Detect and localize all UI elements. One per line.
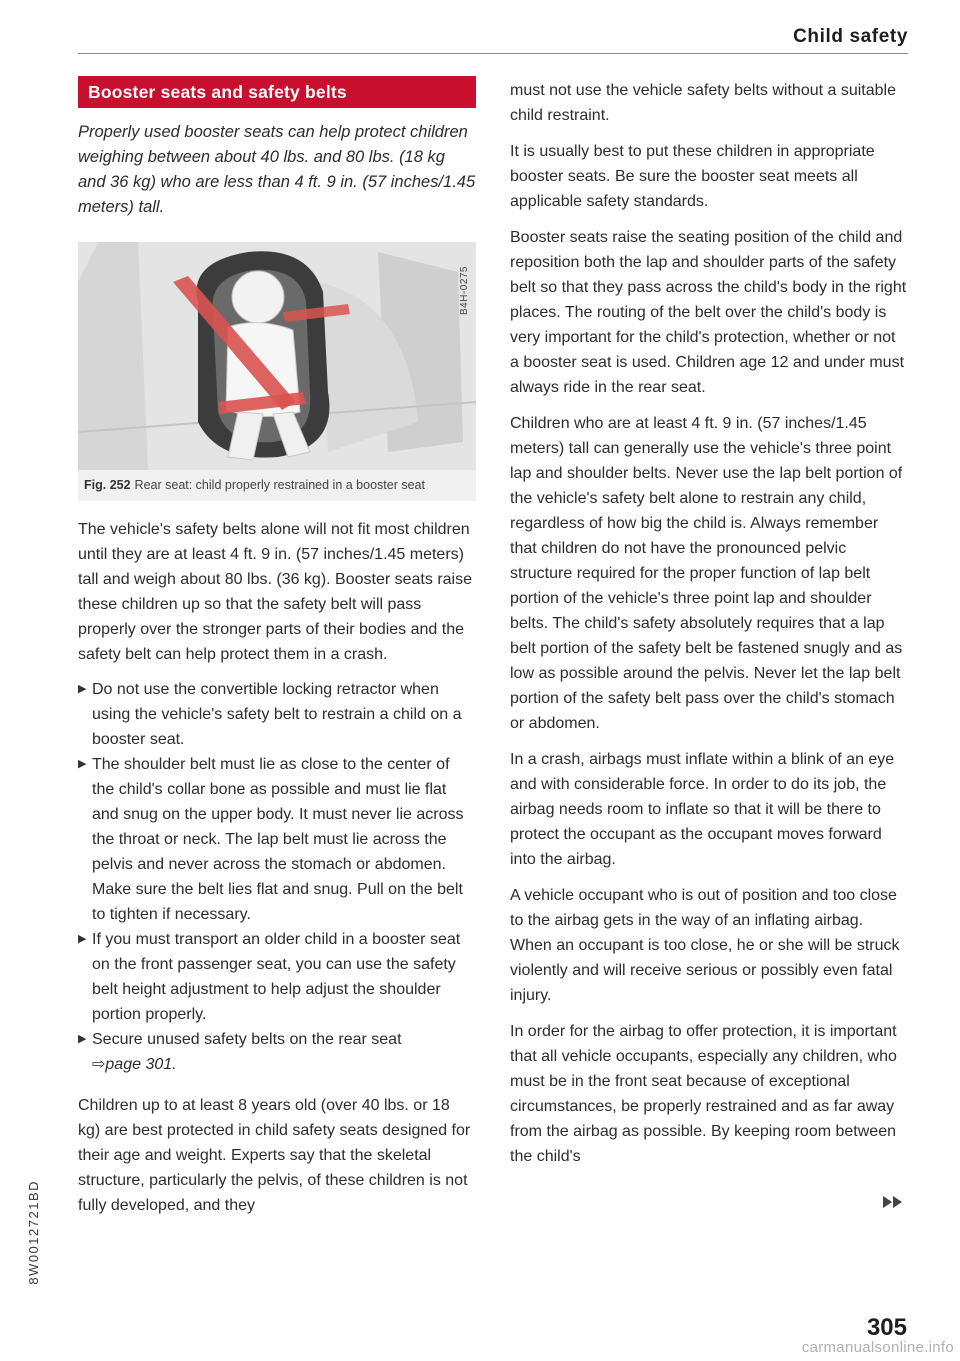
right-paragraph-4: Children who are at least 4 ft. 9 in. (57 inches/1.45 meters) tall can generally use the vehicle's three point lap and shoulder belts. Never use the lap belt portion of the vehicle's safety belt alone to restrain any child, regardless of how big the child is. Always remember that children do not have the pronounced pelvic structure required for the proper function of lap belt portion of the vehicle's three point lap and shoulder belts. The child's safety absolutely requires that a lap belt portion of the safety belt be fastened snugly and as low as possible around the pelvis. Never let the lap belt portion of the safety belt pass over the child's stomach or abdomen.: [510, 415, 903, 732]
document-code: 8W0012721BD: [26, 1180, 41, 1285]
left-column: [78, 76, 476, 1218]
right-column: [510, 78, 908, 1180]
right-paragraph-7: In order for the airbag to offer protection, it is important that all vehicle occupants, especially any children, who must be in the front seat because of exceptional circumstances, be properly restrained and as far away from the airbag as possible. By keeping room between the child's: [510, 1023, 897, 1165]
booster-seat-illustration: [78, 242, 476, 470]
triangle-bullet-icon: ▶: [78, 683, 87, 695]
figure-label: Fig. 252: [84, 478, 131, 492]
triangle-bullet-icon: ▶: [78, 1033, 87, 1045]
left-paragraph-2: Children up to at least 8 years old (over 40 lbs. or 18 kg) are best protected in child safety seats designed for their age and weight. Experts say that the skeletal structure, particularly the pelvis, of these children is not fully developed, and they: [78, 1097, 471, 1214]
section-header-title: Child safety: [793, 26, 908, 47]
right-paragraph-3: Booster seats raise the seating position of the child and reposition both the lap and shoulder parts of the safety belt so that they pass across the child's body in the right places. The routing of the belt over the child's body is very important for the child's protection, whether or not a booster seat is used. Children age 12 and under must always ride in the rear seat.: [510, 229, 907, 396]
figure-code: B4H-0275: [459, 266, 470, 316]
booster-seat-drawing: [78, 242, 476, 470]
right-paragraph-2: It is usually best to put these children in appropriate booster seats. Be sure the booster seat meets all applicable safety standards.: [510, 143, 875, 210]
page-reference-link[interactable]: page 301.: [105, 1056, 177, 1073]
right-paragraph-5: In a crash, airbags must inflate within a blink of an eye and with considerable force. In order to do its job, the airbag needs room to inflate so that it will be there to protect the occupant as the occupant moves forward into the airbag.: [510, 751, 895, 868]
figure: [78, 242, 476, 501]
list-item: ▶ Secure unused safety belts on the rear seat ⇨page 301.: [78, 1027, 476, 1077]
header-divider: [78, 53, 908, 54]
left-paragraph-1: The vehicle's safety belts alone will not fit most children until they are at least 4 ft. 9 in. (57 inches/1.45 meters) tall and weigh about 80 lbs. (36 kg). Booster seats raise these children up so that the safety belt will pass properly over the stronger parts of their bodies and the safety belt can help protect them in a crash.: [78, 521, 472, 663]
watermark: carmanualsonline.info: [801, 1339, 954, 1356]
triangle-bullet-icon: ▶: [78, 758, 87, 770]
list-item: ▶ Do not use the convertible locking retractor when using the vehicle's safety belt to restrain a child on a booster seat.: [78, 677, 476, 752]
page-number: 305: [866, 1314, 907, 1341]
triangle-bullet-icon: ▶: [78, 933, 87, 945]
section-intro: Properly used booster seats can help protect children weighing between about 40 lbs. and 80 lbs. (18 kg and 36 kg) who are less than 4 ft. 9 in. (57 inches/1.45 meters) tall.: [78, 123, 476, 216]
figure-caption-text: Rear seat: child properly restrained in a booster seat: [134, 478, 425, 492]
list-item: ▶ The shoulder belt must lie as close to the center of the child's collar bone as possible and must lie flat and snug on the upper body. It must never lie across the throat or neck. The lap belt must lie across the pelvis and never across the stomach or abdomen. Make sure the belt lies flat and snug. Pull on the belt to tighten if necessary.: [78, 752, 476, 927]
continue-arrow-icon: [893, 1196, 902, 1208]
right-paragraph-1: must not use the vehicle safety belts without a suitable child restraint.: [510, 82, 896, 124]
figure-caption: [78, 470, 476, 495]
page-reference-arrow-icon: ⇨: [92, 1056, 106, 1073]
instruction-list: [78, 677, 476, 1077]
section-heading: Booster seats and safety belts: [78, 76, 476, 108]
list-item: ▶ If you must transport an older child in a booster seat on the front passenger seat, you can use the safety belt height adjustment to help adjust the shoulder portion properly.: [78, 927, 476, 1027]
right-paragraph-6: A vehicle occupant who is out of position and too close to the airbag gets in the way of an inflating airbag. When an occupant is too close, he or she will be struck violently and will receive serious or possibly even fatal injury.: [510, 887, 900, 1004]
